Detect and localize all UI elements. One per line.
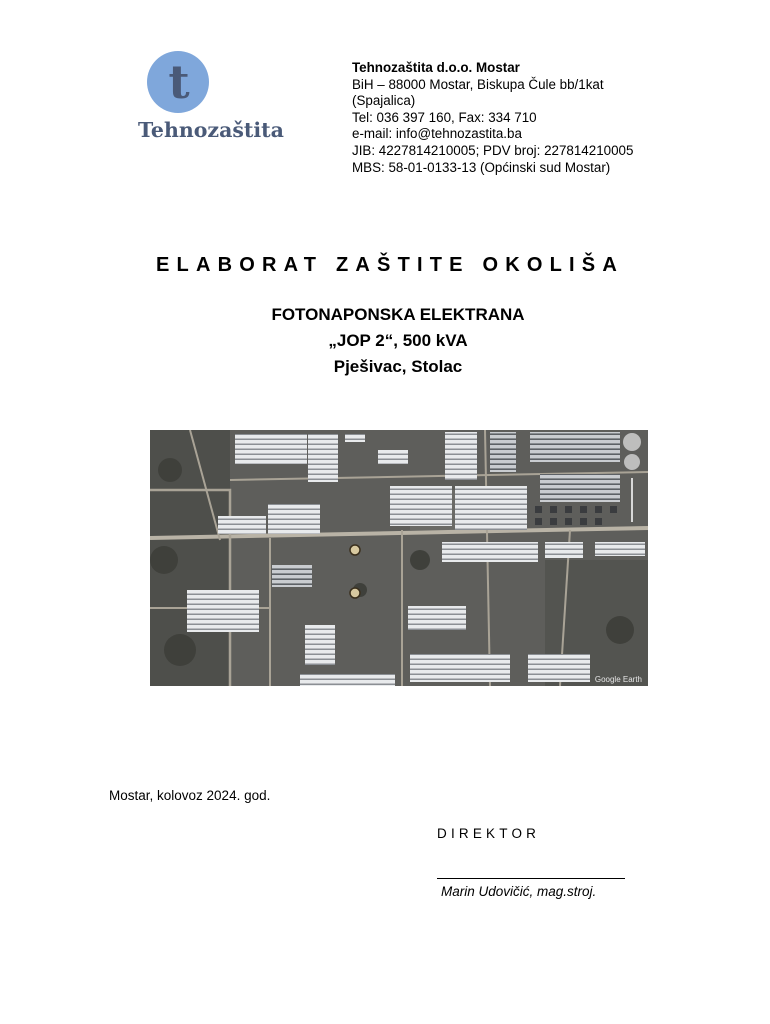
company-registry: MBS: 58-01-0133-13 (Općinski sud Mostar) bbox=[352, 159, 611, 175]
signature-line bbox=[437, 878, 625, 879]
company-name: Tehnozaštita d.o.o. Mostar bbox=[352, 60, 520, 75]
place-and-date: Mostar, kolovoz 2024. god. bbox=[109, 788, 271, 803]
company-info bbox=[352, 60, 633, 176]
logo-mark-letter: t bbox=[168, 55, 190, 109]
subtitle-location: Pješivac, Stolac bbox=[333, 357, 463, 376]
company-tax-ids: JIB: 4227814210005; PDV broj: 227814210005 bbox=[352, 142, 634, 158]
logo-mark-icon bbox=[146, 50, 210, 114]
company-phone: Tel: 036 397 160, Fax: 334 710 bbox=[352, 109, 537, 125]
logo-text: Tehnozaštita bbox=[138, 118, 284, 142]
photo-watermark: Google Earth bbox=[594, 675, 642, 684]
company-building: (Spajalica) bbox=[352, 93, 416, 109]
document-title: ELABORAT ZAŠTITE OKOLIŠA bbox=[156, 254, 624, 276]
document-subtitle bbox=[0, 302, 770, 380]
aerial-photo bbox=[150, 430, 648, 686]
director-label: DIREKTOR bbox=[437, 826, 541, 841]
subtitle-plant-name: „JOP 2“, 500 kVA bbox=[328, 331, 468, 350]
subtitle-plant-type: FOTONAPONSKA ELEKTRANA bbox=[271, 305, 525, 324]
director-name: Marin Udovičić, mag.stroj. bbox=[441, 884, 597, 899]
company-email: e-mail: info@tehnozastita.ba bbox=[352, 126, 522, 142]
company-logo bbox=[138, 50, 320, 150]
company-address: BiH – 88000 Mostar, Biskupa Čule bb/1kat bbox=[352, 76, 604, 92]
aerial-photo-image bbox=[150, 430, 648, 686]
